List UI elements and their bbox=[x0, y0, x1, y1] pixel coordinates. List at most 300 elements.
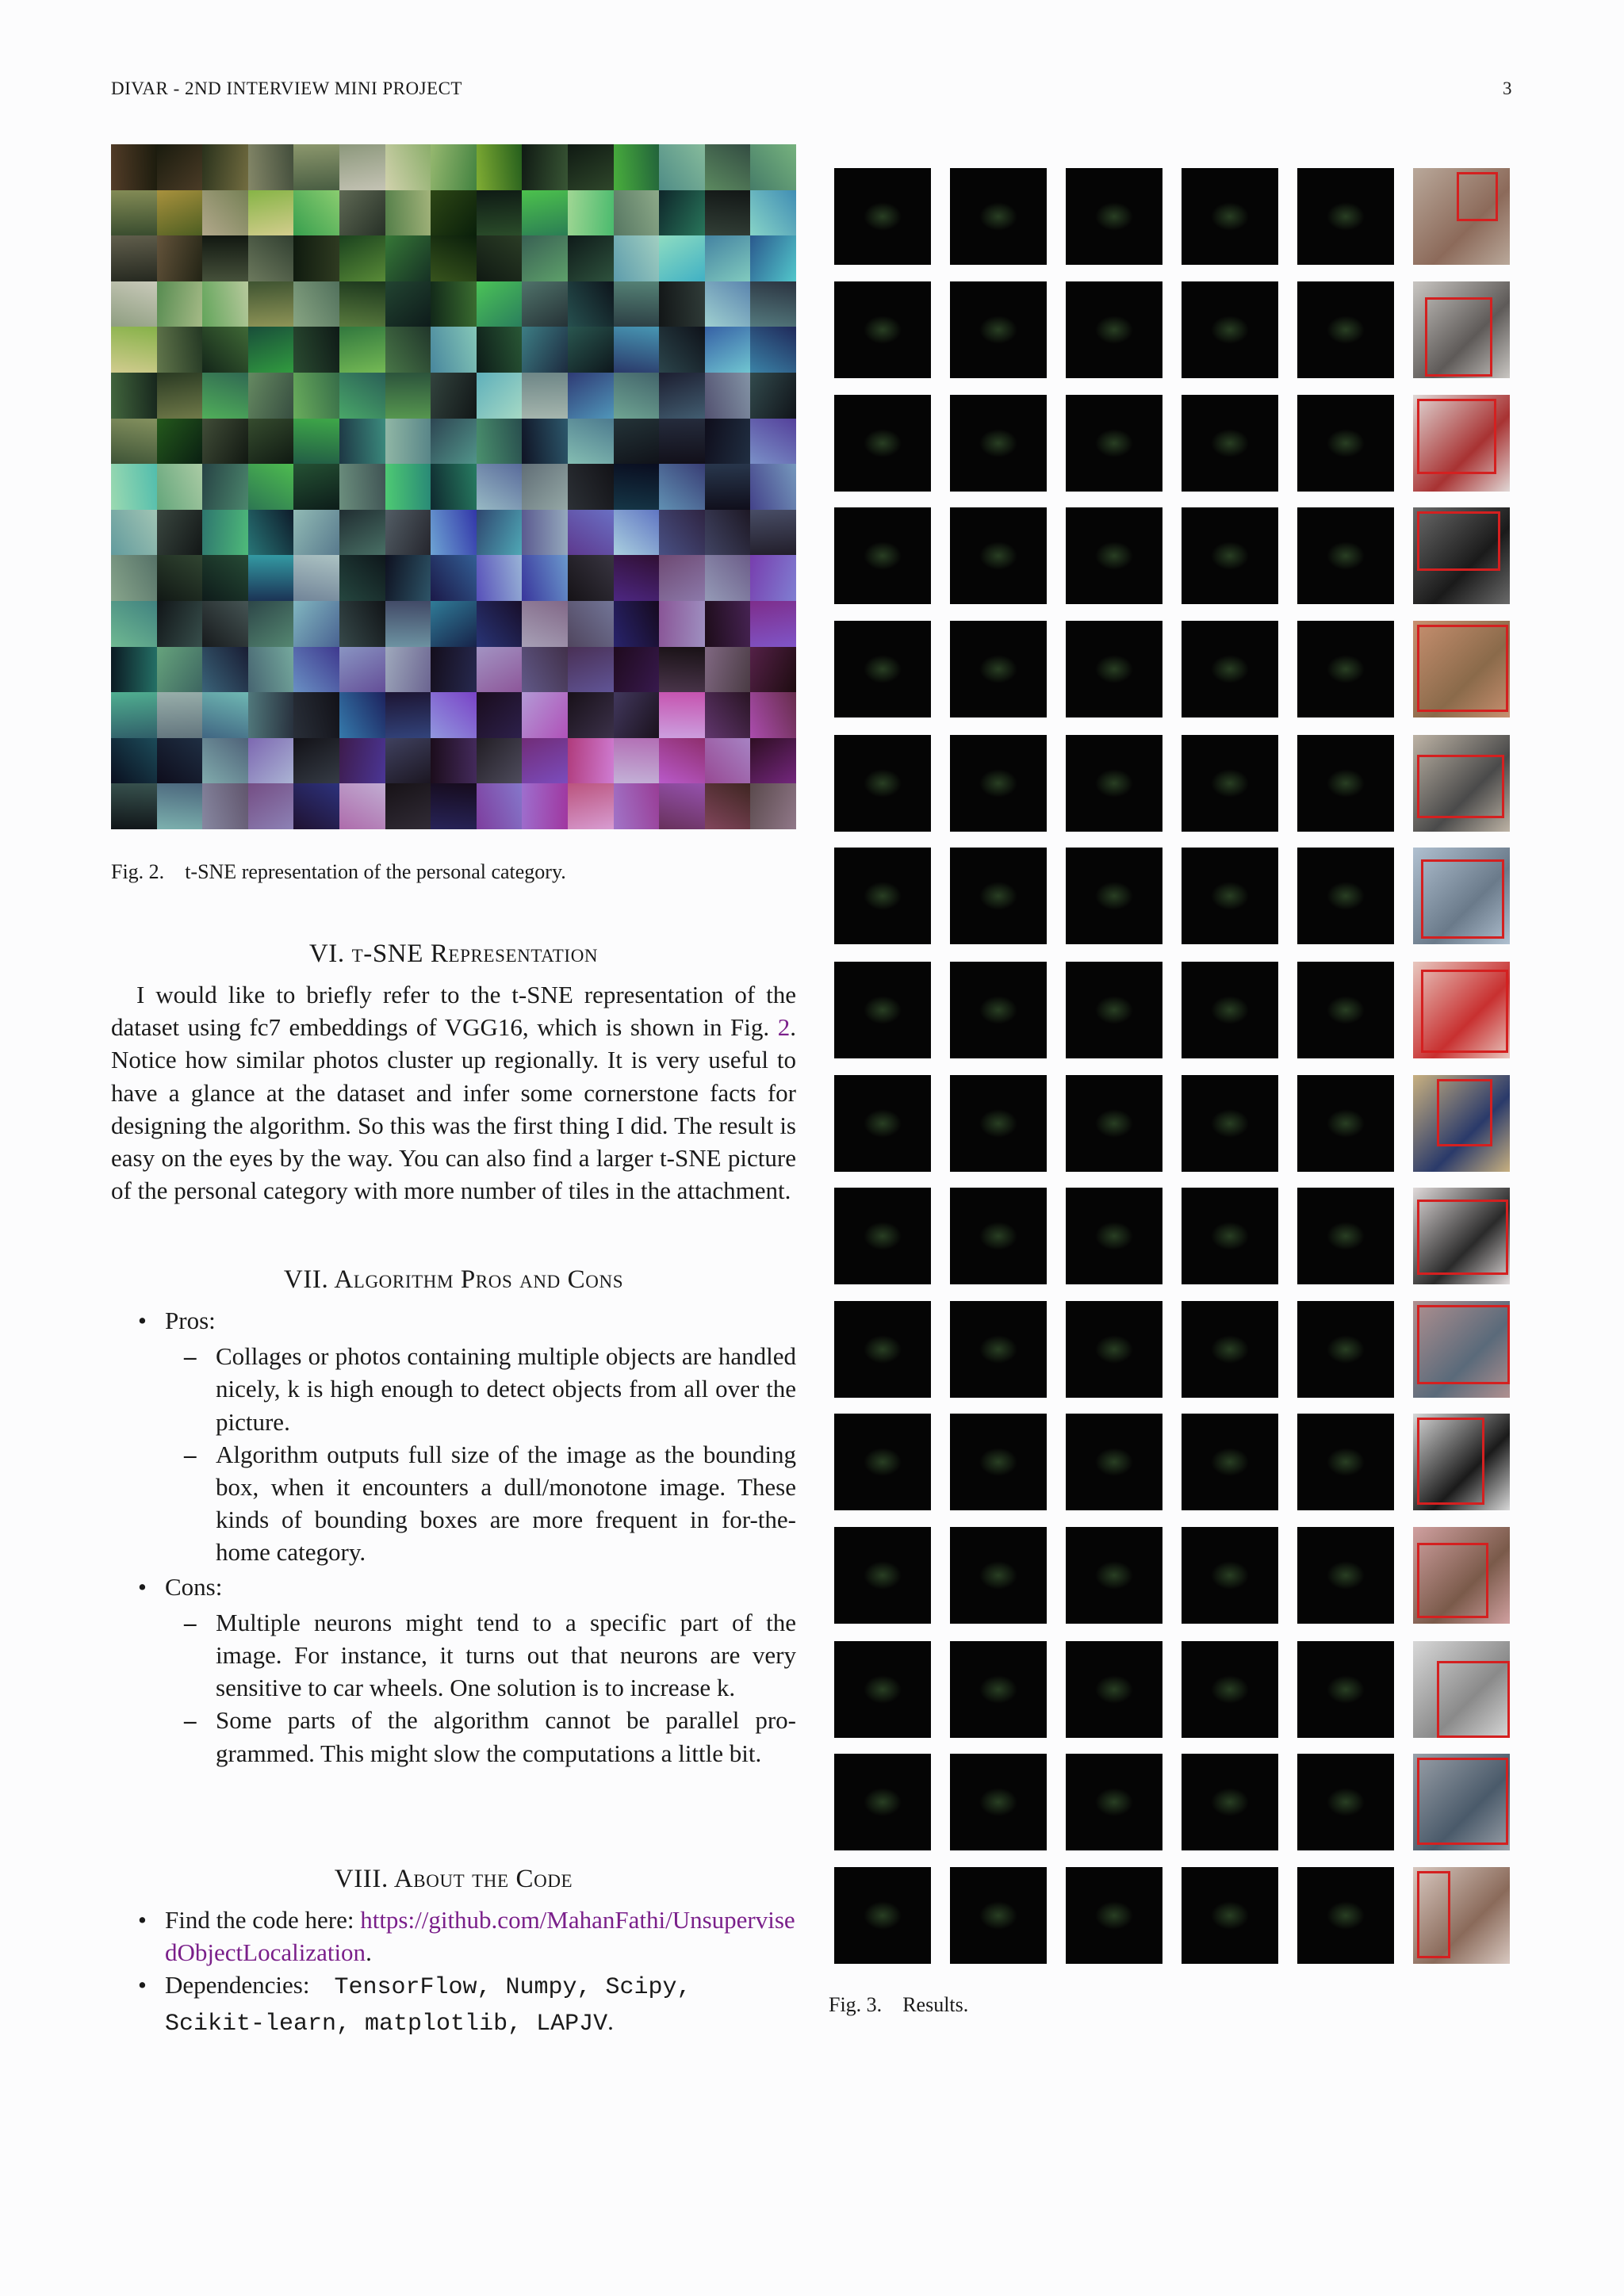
tsne-tile bbox=[568, 327, 614, 373]
tsne-tile bbox=[111, 555, 157, 601]
tsne-tile bbox=[522, 373, 568, 419]
activation-heatmap bbox=[834, 1641, 931, 1738]
tsne-tile bbox=[431, 419, 477, 465]
results-row bbox=[834, 168, 1513, 265]
activation-heatmap bbox=[1297, 1527, 1394, 1624]
tsne-tile bbox=[293, 419, 339, 465]
tsne-tile bbox=[659, 419, 705, 465]
tsne-tile bbox=[157, 738, 203, 784]
tsne-tile bbox=[385, 601, 431, 647]
tsne-tile bbox=[477, 327, 523, 373]
tsne-tile bbox=[339, 738, 385, 784]
tsne-tile bbox=[339, 601, 385, 647]
tsne-tile bbox=[659, 144, 705, 190]
pros-point-1-text: Collages or photos containing multiple objects are handled nicely, k is high enough to detect objects from all over the picture. bbox=[216, 1342, 796, 1436]
activation-heatmap bbox=[1182, 1075, 1278, 1172]
activation-heatmap bbox=[1297, 735, 1394, 832]
tsne-tile bbox=[750, 235, 796, 281]
bounding-box bbox=[1417, 1871, 1450, 1958]
results-row bbox=[834, 1867, 1513, 1964]
activation-heatmap bbox=[950, 281, 1047, 378]
tsne-tile bbox=[659, 692, 705, 738]
bounding-box bbox=[1417, 399, 1496, 474]
activation-heatmap bbox=[1182, 735, 1278, 832]
tsne-tile bbox=[431, 235, 477, 281]
bounding-box bbox=[1425, 297, 1492, 377]
tsne-tile bbox=[477, 601, 523, 647]
activation-heatmap bbox=[1066, 848, 1162, 944]
tsne-tile bbox=[111, 327, 157, 373]
tsne-tile bbox=[568, 555, 614, 601]
tsne-tile bbox=[202, 555, 248, 601]
fig2-caption bbox=[111, 860, 566, 884]
bounding-box bbox=[1417, 1200, 1508, 1275]
tsne-tile bbox=[522, 647, 568, 693]
cons-point-2-text: Some parts of the algorithm cannot be parallel pro-grammed. This might slow the computations a little bit. bbox=[216, 1706, 796, 1767]
localized-photo bbox=[1413, 507, 1510, 604]
tsne-tile bbox=[202, 373, 248, 419]
bounding-box bbox=[1417, 755, 1504, 818]
code-info-list bbox=[111, 1904, 796, 2041]
dependencies-suffix: . bbox=[607, 2007, 614, 2035]
tsne-tile bbox=[568, 783, 614, 829]
results-row bbox=[834, 621, 1513, 718]
activation-heatmap bbox=[1066, 1867, 1162, 1964]
section-6-title: VI. t-SNE Representation bbox=[308, 939, 599, 968]
tsne-tile bbox=[705, 647, 751, 693]
section-7-title: VII. Algorithm Pros and Cons bbox=[283, 1265, 624, 1294]
activation-heatmap bbox=[950, 1641, 1047, 1738]
tsne-tile bbox=[339, 783, 385, 829]
tsne-tile bbox=[385, 783, 431, 829]
activation-heatmap bbox=[1066, 735, 1162, 832]
tsne-tile bbox=[385, 419, 431, 465]
section-8-title: VIII. About the Code bbox=[334, 1865, 573, 1893]
tsne-tile bbox=[659, 555, 705, 601]
code-suffix: . bbox=[366, 1938, 372, 1967]
tsne-tile bbox=[750, 144, 796, 190]
tsne-tile bbox=[293, 281, 339, 327]
tsne-tile bbox=[202, 144, 248, 190]
pros-point-2-text: Algorithm outputs full size of the image as the bounding box, when it encounters a dull/monotone image. These kinds of bounding boxes are more frequent in for-the-home category. bbox=[216, 1440, 796, 1567]
bounding-box bbox=[1421, 859, 1504, 939]
tsne-tile bbox=[431, 738, 477, 784]
activation-heatmap bbox=[834, 1754, 931, 1850]
activation-heatmap bbox=[950, 1527, 1047, 1624]
tsne-tile bbox=[659, 235, 705, 281]
tsne-tile bbox=[750, 510, 796, 556]
tsne-tile bbox=[750, 419, 796, 465]
tsne-tile bbox=[339, 327, 385, 373]
pros-point-1 bbox=[165, 1340, 796, 1438]
tsne-tile bbox=[385, 692, 431, 738]
tsne-tile bbox=[157, 281, 203, 327]
activation-heatmap bbox=[1182, 1867, 1278, 1964]
activation-heatmap bbox=[950, 1414, 1047, 1510]
tsne-tile bbox=[339, 510, 385, 556]
tsne-tile bbox=[705, 373, 751, 419]
tsne-tile bbox=[202, 601, 248, 647]
activation-heatmap bbox=[950, 962, 1047, 1058]
activation-heatmap bbox=[834, 507, 931, 604]
dependencies-label: Dependencies: bbox=[165, 1971, 310, 1999]
tsne-tile bbox=[248, 281, 294, 327]
tsne-tile bbox=[659, 190, 705, 236]
tsne-tile bbox=[614, 783, 660, 829]
tsne-tile bbox=[111, 144, 157, 190]
tsne-tile bbox=[339, 373, 385, 419]
bounding-box bbox=[1417, 511, 1500, 571]
tsne-tile bbox=[431, 464, 477, 510]
activation-heatmap bbox=[1297, 1188, 1394, 1284]
tsne-tile bbox=[522, 419, 568, 465]
activation-heatmap bbox=[950, 1867, 1047, 1964]
code-prefix: Find the code here: bbox=[165, 1906, 361, 1934]
tsne-tile bbox=[111, 190, 157, 236]
tsne-tile bbox=[202, 419, 248, 465]
activation-heatmap bbox=[1182, 1641, 1278, 1738]
tsne-tile bbox=[750, 692, 796, 738]
tsne-tile bbox=[568, 692, 614, 738]
tsne-tile bbox=[385, 144, 431, 190]
tsne-tile bbox=[477, 235, 523, 281]
tsne-tile bbox=[659, 327, 705, 373]
section-6-paragraph bbox=[111, 978, 796, 1207]
tsne-tile bbox=[248, 419, 294, 465]
tsne-tile bbox=[568, 738, 614, 784]
tsne-tile bbox=[522, 327, 568, 373]
localized-photo bbox=[1413, 735, 1510, 832]
tsne-tile bbox=[157, 144, 203, 190]
results-row bbox=[834, 507, 1513, 604]
tsne-tile bbox=[659, 373, 705, 419]
tsne-tile bbox=[568, 235, 614, 281]
fig3-caption bbox=[829, 1993, 968, 2017]
activation-heatmap bbox=[1066, 1527, 1162, 1624]
activation-heatmap bbox=[1066, 1188, 1162, 1284]
bounding-box bbox=[1457, 172, 1498, 221]
tsne-tile bbox=[202, 327, 248, 373]
tsne-tile bbox=[431, 647, 477, 693]
tsne-tile bbox=[659, 601, 705, 647]
tsne-tile bbox=[750, 190, 796, 236]
tsne-tile bbox=[385, 327, 431, 373]
tsne-tile bbox=[157, 783, 203, 829]
tsne-tile bbox=[614, 601, 660, 647]
tsne-tile bbox=[477, 692, 523, 738]
tsne-tile bbox=[659, 783, 705, 829]
activation-heatmap bbox=[1182, 962, 1278, 1058]
activation-heatmap bbox=[1066, 168, 1162, 265]
activation-heatmap bbox=[1066, 1754, 1162, 1850]
tsne-tile bbox=[202, 692, 248, 738]
tsne-tile bbox=[248, 692, 294, 738]
results-row bbox=[834, 848, 1513, 944]
tsne-tile bbox=[614, 281, 660, 327]
tsne-tile bbox=[385, 738, 431, 784]
activation-heatmap bbox=[1182, 1301, 1278, 1398]
tsne-tile bbox=[293, 235, 339, 281]
tsne-tile bbox=[522, 144, 568, 190]
tsne-tile bbox=[202, 235, 248, 281]
localized-photo bbox=[1413, 1867, 1510, 1964]
localized-photo bbox=[1413, 281, 1510, 378]
tsne-tile bbox=[614, 144, 660, 190]
tsne-tile bbox=[431, 327, 477, 373]
tsne-tile bbox=[111, 692, 157, 738]
fig2-reference-link[interactable]: 2 bbox=[777, 1013, 791, 1042]
activation-heatmap bbox=[950, 848, 1047, 944]
bounding-box bbox=[1437, 1079, 1492, 1146]
tsne-tile bbox=[202, 510, 248, 556]
tsne-tile bbox=[705, 419, 751, 465]
fig2-caption-text: t-SNE representation of the personal category. bbox=[185, 860, 566, 883]
tsne-tile bbox=[293, 783, 339, 829]
tsne-tile bbox=[568, 281, 614, 327]
tsne-tile bbox=[522, 783, 568, 829]
activation-heatmap bbox=[1297, 395, 1394, 492]
tsne-tile bbox=[522, 510, 568, 556]
tsne-tile bbox=[522, 555, 568, 601]
tsne-tile bbox=[705, 738, 751, 784]
tsne-tile bbox=[202, 738, 248, 784]
tsne-tile bbox=[339, 281, 385, 327]
tsne-tile bbox=[750, 464, 796, 510]
activation-heatmap bbox=[834, 1414, 931, 1510]
tsne-tile bbox=[750, 647, 796, 693]
bounding-box bbox=[1421, 970, 1508, 1053]
tsne-tile bbox=[111, 464, 157, 510]
tsne-tile bbox=[111, 783, 157, 829]
activation-heatmap bbox=[1066, 1414, 1162, 1510]
code-link-item bbox=[111, 1904, 796, 1969]
bounding-box bbox=[1417, 1418, 1484, 1505]
localized-photo bbox=[1413, 1301, 1510, 1398]
tsne-tile bbox=[431, 692, 477, 738]
activation-heatmap bbox=[950, 735, 1047, 832]
activation-heatmap bbox=[834, 281, 931, 378]
activation-heatmap bbox=[834, 621, 931, 718]
tsne-tile bbox=[705, 190, 751, 236]
tsne-tile bbox=[431, 510, 477, 556]
activation-heatmap bbox=[834, 1301, 931, 1398]
tsne-tile bbox=[111, 419, 157, 465]
pros-item bbox=[111, 1304, 796, 1569]
localized-photo bbox=[1413, 621, 1510, 718]
bounding-box bbox=[1417, 1758, 1508, 1845]
tsne-tile bbox=[293, 738, 339, 784]
activation-heatmap bbox=[1297, 281, 1394, 378]
tsne-tile bbox=[385, 464, 431, 510]
tsne-tile bbox=[293, 692, 339, 738]
localized-photo bbox=[1413, 1414, 1510, 1510]
tsne-tile bbox=[157, 190, 203, 236]
tsne-tile bbox=[293, 510, 339, 556]
bounding-box bbox=[1417, 625, 1508, 712]
tsne-tile bbox=[385, 235, 431, 281]
tsne-tile bbox=[248, 738, 294, 784]
tsne-tile bbox=[248, 327, 294, 373]
dependencies-item bbox=[111, 1969, 796, 2040]
tsne-tile bbox=[659, 510, 705, 556]
tsne-tile bbox=[157, 510, 203, 556]
tsne-tile bbox=[659, 647, 705, 693]
github-link[interactable]: https://github.com/MahanFathi/UnsupervisedObjectLocalization bbox=[165, 1906, 795, 1967]
activation-heatmap bbox=[950, 1075, 1047, 1172]
tsne-tile bbox=[339, 692, 385, 738]
tsne-tile bbox=[385, 190, 431, 236]
tsne-tile bbox=[339, 190, 385, 236]
activation-heatmap bbox=[1066, 1075, 1162, 1172]
activation-heatmap bbox=[950, 395, 1047, 492]
dependencies-list: TensorFlow, Numpy, Scipy, Scikit-learn, matplotlib, LAPJV bbox=[165, 1974, 691, 2038]
bounding-box bbox=[1417, 1305, 1510, 1384]
activation-heatmap bbox=[1297, 621, 1394, 718]
tsne-tile bbox=[614, 555, 660, 601]
tsne-tile bbox=[111, 373, 157, 419]
activation-heatmap bbox=[1297, 1301, 1394, 1398]
cons-label: Cons: bbox=[165, 1572, 223, 1601]
tsne-tile bbox=[248, 601, 294, 647]
results-row bbox=[834, 1301, 1513, 1398]
localized-photo bbox=[1413, 1641, 1510, 1738]
activation-heatmap bbox=[1297, 1867, 1394, 1964]
tsne-tile bbox=[614, 510, 660, 556]
tsne-tile bbox=[431, 281, 477, 327]
tsne-tile bbox=[157, 647, 203, 693]
tsne-tile bbox=[614, 692, 660, 738]
tsne-tile bbox=[248, 464, 294, 510]
tsne-tile bbox=[157, 555, 203, 601]
activation-heatmap bbox=[1297, 1414, 1394, 1510]
tsne-tile bbox=[431, 783, 477, 829]
tsne-tile bbox=[750, 738, 796, 784]
tsne-tile bbox=[705, 144, 751, 190]
tsne-tile bbox=[293, 555, 339, 601]
tsne-tile bbox=[431, 190, 477, 236]
tsne-tile bbox=[157, 419, 203, 465]
tsne-tile bbox=[750, 601, 796, 647]
running-header: DIVAR - 2ND INTERVIEW MINI PROJECT bbox=[111, 78, 462, 98]
tsne-tile bbox=[477, 464, 523, 510]
tsne-tile bbox=[385, 510, 431, 556]
activation-heatmap bbox=[1182, 1754, 1278, 1850]
activation-heatmap bbox=[834, 1527, 931, 1624]
bounding-box bbox=[1417, 1543, 1488, 1618]
tsne-tile bbox=[431, 144, 477, 190]
activation-heatmap bbox=[1066, 395, 1162, 492]
fig3-label: Fig. 3. bbox=[829, 1993, 883, 2016]
tsne-tile bbox=[202, 190, 248, 236]
tsne-tile bbox=[339, 235, 385, 281]
tsne-tile bbox=[248, 647, 294, 693]
tsne-tile bbox=[705, 235, 751, 281]
tsne-tile bbox=[157, 373, 203, 419]
tsne-tile bbox=[568, 647, 614, 693]
tsne-tile bbox=[705, 464, 751, 510]
tsne-tile bbox=[111, 281, 157, 327]
activation-heatmap bbox=[1066, 621, 1162, 718]
activation-heatmap bbox=[1066, 1641, 1162, 1738]
tsne-tile bbox=[614, 419, 660, 465]
activation-heatmap bbox=[1297, 168, 1394, 265]
tsne-mosaic-image bbox=[111, 144, 796, 829]
localized-photo bbox=[1413, 962, 1510, 1058]
activation-heatmap bbox=[1297, 848, 1394, 944]
tsne-tile bbox=[477, 144, 523, 190]
tsne-tile bbox=[248, 190, 294, 236]
tsne-tile bbox=[111, 235, 157, 281]
cons-item bbox=[111, 1571, 796, 1770]
activation-heatmap bbox=[834, 1188, 931, 1284]
tsne-tile bbox=[522, 738, 568, 784]
tsne-tile bbox=[705, 692, 751, 738]
activation-heatmap bbox=[950, 1754, 1047, 1850]
tsne-tile bbox=[477, 783, 523, 829]
activation-heatmap bbox=[950, 1301, 1047, 1398]
bounding-box bbox=[1437, 1661, 1510, 1738]
tsne-tile bbox=[248, 510, 294, 556]
tsne-tile bbox=[293, 327, 339, 373]
activation-heatmap bbox=[1297, 507, 1394, 604]
tsne-tile bbox=[293, 601, 339, 647]
tsne-tile bbox=[522, 692, 568, 738]
tsne-tile bbox=[157, 235, 203, 281]
activation-heatmap bbox=[1182, 848, 1278, 944]
tsne-tile bbox=[750, 783, 796, 829]
tsne-tile bbox=[614, 327, 660, 373]
tsne-tile bbox=[339, 555, 385, 601]
tsne-tile bbox=[248, 235, 294, 281]
cons-point-2 bbox=[165, 1704, 796, 1769]
tsne-tile bbox=[659, 464, 705, 510]
tsne-tile bbox=[750, 327, 796, 373]
localized-photo bbox=[1413, 1527, 1510, 1624]
pros-point-2 bbox=[165, 1438, 796, 1569]
tsne-tile bbox=[293, 373, 339, 419]
fig2-label: Fig. 2. bbox=[111, 860, 165, 883]
tsne-tile bbox=[477, 647, 523, 693]
tsne-tile bbox=[477, 510, 523, 556]
tsne-tile bbox=[522, 235, 568, 281]
tsne-tile bbox=[477, 190, 523, 236]
activation-heatmap bbox=[1066, 507, 1162, 604]
tsne-tile bbox=[522, 464, 568, 510]
results-row bbox=[834, 1641, 1513, 1738]
activation-heatmap bbox=[1182, 1527, 1278, 1624]
tsne-tile bbox=[477, 281, 523, 327]
pros-cons-list bbox=[111, 1304, 796, 1771]
activation-heatmap bbox=[1182, 281, 1278, 378]
tsne-tile bbox=[293, 144, 339, 190]
tsne-tile bbox=[568, 419, 614, 465]
activation-heatmap bbox=[1066, 1301, 1162, 1398]
activation-heatmap bbox=[950, 507, 1047, 604]
activation-heatmap bbox=[834, 395, 931, 492]
activation-heatmap bbox=[1066, 962, 1162, 1058]
activation-heatmap bbox=[834, 1867, 931, 1964]
tsne-tile bbox=[659, 738, 705, 784]
tsne-tile bbox=[293, 647, 339, 693]
tsne-tile bbox=[248, 783, 294, 829]
tsne-tile bbox=[659, 281, 705, 327]
tsne-tile bbox=[614, 738, 660, 784]
tsne-tile bbox=[339, 647, 385, 693]
activation-heatmap bbox=[950, 168, 1047, 265]
cons-sublist bbox=[165, 1606, 796, 1770]
tsne-tile bbox=[157, 327, 203, 373]
activation-heatmap bbox=[834, 168, 931, 265]
